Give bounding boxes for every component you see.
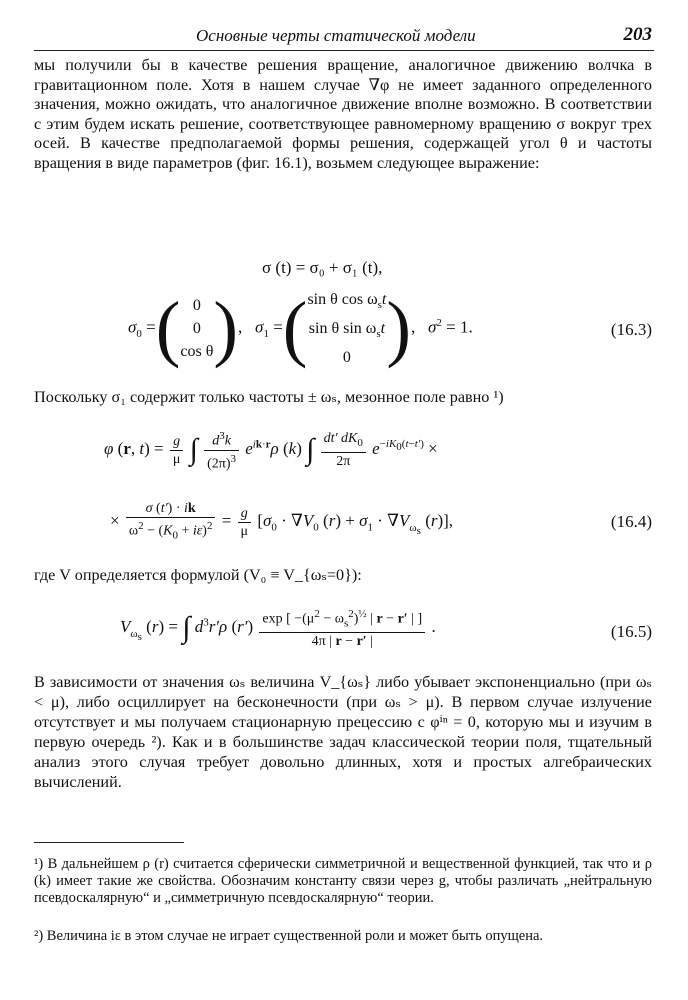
equation-number-16-3: (16.3) — [610, 320, 652, 339]
running-title: Основные черты статической модели — [196, 26, 476, 45]
equation-meson-field-1: φ (r, t) = $\frac{g}{\mu}$ ∫ $\frac{d^3k}{(2\pi)^3}$ $e^{ik\cdot r}\rho$ (k) ∫ $\frac{dt' dK_0}{2\pi}$ $e^{-iK_0(t-t')}$ × — [104, 430, 438, 472]
paragraph-4: В зависимости от значения ωₛ величина V_{ωₛ} либо убывает экспоненциально (при ωₛ < μ), либо осциллирует на бесконечности (при ωₛ > μ). В первом случае излучение отсутствует и мы получаем стационарную прецессию с φⁱⁿ = 0, которую мы и изучим в первую очередь ²). Как и в большинстве задач классической теории поля, тщательный анализ этого случая требует довольно длинных, хотя и простых алгебраических вычислений. — [34, 673, 652, 791]
running-header — [34, 24, 654, 51]
footnote-2: ²) Величина iε в этом случае не играет существенной роли и может быть опущена. — [34, 928, 544, 944]
equation-meson-field-2: × $\frac{\sigma (t') \cdot ik}{\omega^2 - (K_0 + i\varepsilon)^2}$ = $\frac{g}{\mu}$ [$\sigma_0 \cdot \nabla V_0$ $(r) + \sigma_1 \cdot \nabla V_{\omega_s}$ (r)], — [110, 501, 454, 542]
page-number: 203 — [623, 24, 652, 45]
equation-sigma-sum: σ (t) = σ₀ + σ₁ (t), — [262, 258, 383, 277]
equation-number-16-4: (16.4) — [610, 512, 652, 531]
paragraph-3: где V определяется формулой (V₀ ≡ V_{ωₛ=0}): — [34, 566, 362, 584]
paragraph-2: Поскольку σ₁ содержит только частоты ± ωₛ, мезонное поле равно ¹) — [34, 388, 504, 406]
equation-potential: $V_{\omega_s}$ (r) = ∫ $d^3r'\rho$ (r′) $\frac{\exp [ -(\mu^2 - \omega_s^2)^{\frac{1}{2}} | r - r' | ]}{4\pi | r - r' |}$ . — [120, 608, 436, 650]
paragraph-1: мы получили бы в качестве решения вращение, аналогичное движению волчка в гравитационном поле. Хотя в нашем случае ∇φ не имеет заданного определенного значения, можно ожидать, что аналогичное движение вполне возможно. В соответствии с этим будем искать решение, соответствующее равномерному вращению σ вокруг трех осей. В качестве предполагаемой формы решения, содержащей угол θ и частоты вращения в виде параметров (фиг. 16.1), возьмем следующее выражение: — [34, 56, 652, 172]
footnote-1: ¹) В дальнейшем ρ (r) считается сферически симметричной и вещественной функцией, так что и ρ (k) имеет такие же свойства. Обозначим константу связи через g, чтобы различать „нейтральную псевдоскалярную“ и „симметричную псевдоскалярную“ теории. — [34, 856, 652, 906]
equation-number-16-5: (16.5) — [610, 622, 652, 641]
footnote-divider — [34, 842, 184, 843]
equation-sigma-vectors: $\sigma_0$ =( 0 0 cos θ), $\sigma_1 =(\sin$ θ $\cos \omega_st$ sin θ $\sin \omega_st$ 0 ), $\sigma^2 = 1$. — [128, 287, 473, 370]
